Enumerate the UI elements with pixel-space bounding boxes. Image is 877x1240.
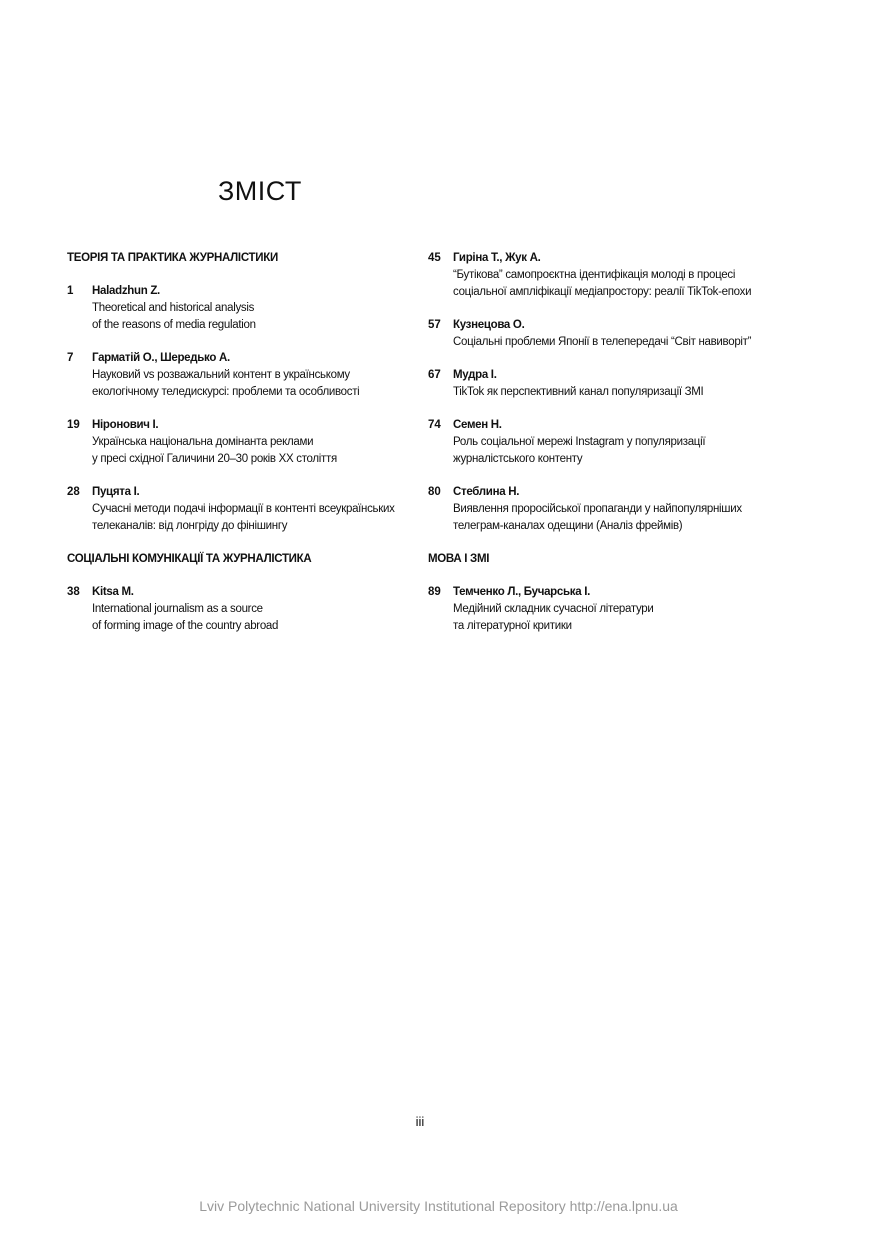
toc-entry[interactable] [67,484,412,535]
page-title: ЗМІСТ [218,176,302,206]
toc-page-number: 7 [67,352,74,364]
section-heading: МОВА І ЗМІ [428,553,490,565]
toc-article-title-line: of the reasons of media regulation [92,319,256,331]
toc-entry-body [92,484,395,535]
toc-entry-body [92,283,256,334]
toc-page-number: 1 [67,285,74,297]
toc-article-title-line: of forming image of the country abroad [92,620,279,632]
toc-left-column [67,250,412,651]
toc-article-title-line: телеграм-каналах одещини (Аналіз фреймів) [453,520,683,532]
toc-author: Семен Н. [453,419,502,431]
toc-right-column [428,250,773,651]
toc-entry-body [453,250,751,301]
repository-footer: Lviv Polytechnic National University Institutional Repository http://ena.lpnu.ua [199,1198,678,1214]
toc-article-title-line: Соціальні проблеми Японії в телепередачі “Світ навиворіт” [453,336,752,348]
toc-article-title-line: Медійний складник сучасної літератури [453,603,654,615]
toc-entry[interactable] [428,584,773,635]
toc-entry-body [453,584,654,635]
toc-page-number: 38 [67,586,80,598]
toc-page-number: 45 [428,252,441,264]
toc-entry-body [453,317,751,351]
toc-page-number: 28 [67,486,80,498]
toc-author: Ніронович І. [92,419,159,431]
toc-entry[interactable] [428,417,773,468]
toc-page-number: 80 [428,486,441,498]
toc-entry-body [92,584,278,635]
section-heading: ТЕОРІЯ ТА ПРАКТИКА ЖУРНАЛІСТИКИ [67,252,278,264]
toc-article-title-line: International journalism as a source [92,603,263,615]
toc-entry[interactable] [67,417,412,468]
toc-article-title-line: журналістського контенту [453,453,583,465]
toc-article-title-line: Сучасні методи подачі інформації в контенті всеукраїнських [92,503,395,515]
toc-page-number: 19 [67,419,80,431]
toc-author: Гарматій О., Шередько А. [92,352,230,364]
toc-entry[interactable] [428,484,773,535]
toc-entry-body [92,350,359,401]
toc-author: Kitsa M. [92,586,134,598]
toc-article-title-line: Роль соціальної мережі Instagram у популяризації [453,436,706,448]
toc-page-number: 67 [428,369,441,381]
toc-page-number: 57 [428,319,441,331]
section-heading: СОЦІАЛЬНІ КОМУНІКАЦІЇ ТА ЖУРНАЛІСТИКА [67,553,312,565]
toc-author: Мудра І. [453,369,497,381]
toc-page-number: 74 [428,419,441,431]
toc-article-title-line: Виявлення проросійської пропаганди у найпопулярніших [453,503,742,515]
toc-entry-body [453,484,742,535]
toc-article-title-line: телеканалів: від лонгріду до фінішингу [92,520,288,532]
toc-author: Темченко Л., Бучарська І. [453,586,591,598]
toc-entry[interactable] [67,584,412,635]
toc-entry-body [453,417,705,468]
toc-article-title-line: у пресі східної Галичини 20–30 років ХХ століття [92,453,337,465]
toc-author: Haladzhun Z. [92,285,160,297]
toc-page-number: 89 [428,586,441,598]
toc-author: Гиріна Т., Жук А. [453,252,541,264]
toc-author: Пуцята І. [92,486,140,498]
toc-article-title-line: Theoretical and historical analysis [92,302,255,314]
toc-article-title-line: Українська національна домінанта реклами [92,436,314,448]
toc-article-title-line: екологічному теледискурсі: проблеми та особливості [92,386,360,398]
toc-article-title-line: соціальної ампліфікації медіапростору: реалії TikTok-епохи [453,286,752,298]
page-number: iii [415,1114,425,1129]
toc-author: Стеблина Н. [453,486,520,498]
toc-entry[interactable] [428,250,773,301]
toc-entry[interactable] [67,283,412,334]
toc-author: Кузнецова О. [453,319,525,331]
toc-entry[interactable] [428,367,773,401]
toc-entry-body [453,367,703,401]
toc-article-title-line: Науковий vs розважальний контент в українському [92,369,350,381]
toc-article-title-line: та літературної критики [453,620,572,632]
toc-entry[interactable] [428,317,773,351]
toc-article-title-line: “Бутікова” самопроєктна ідентифікація молоді в процесі [453,269,736,281]
toc-entry-body [92,417,337,468]
toc-entry[interactable] [67,350,412,401]
toc-article-title-line: TikTok як перспективний канал популяризації ЗМІ [453,386,704,398]
